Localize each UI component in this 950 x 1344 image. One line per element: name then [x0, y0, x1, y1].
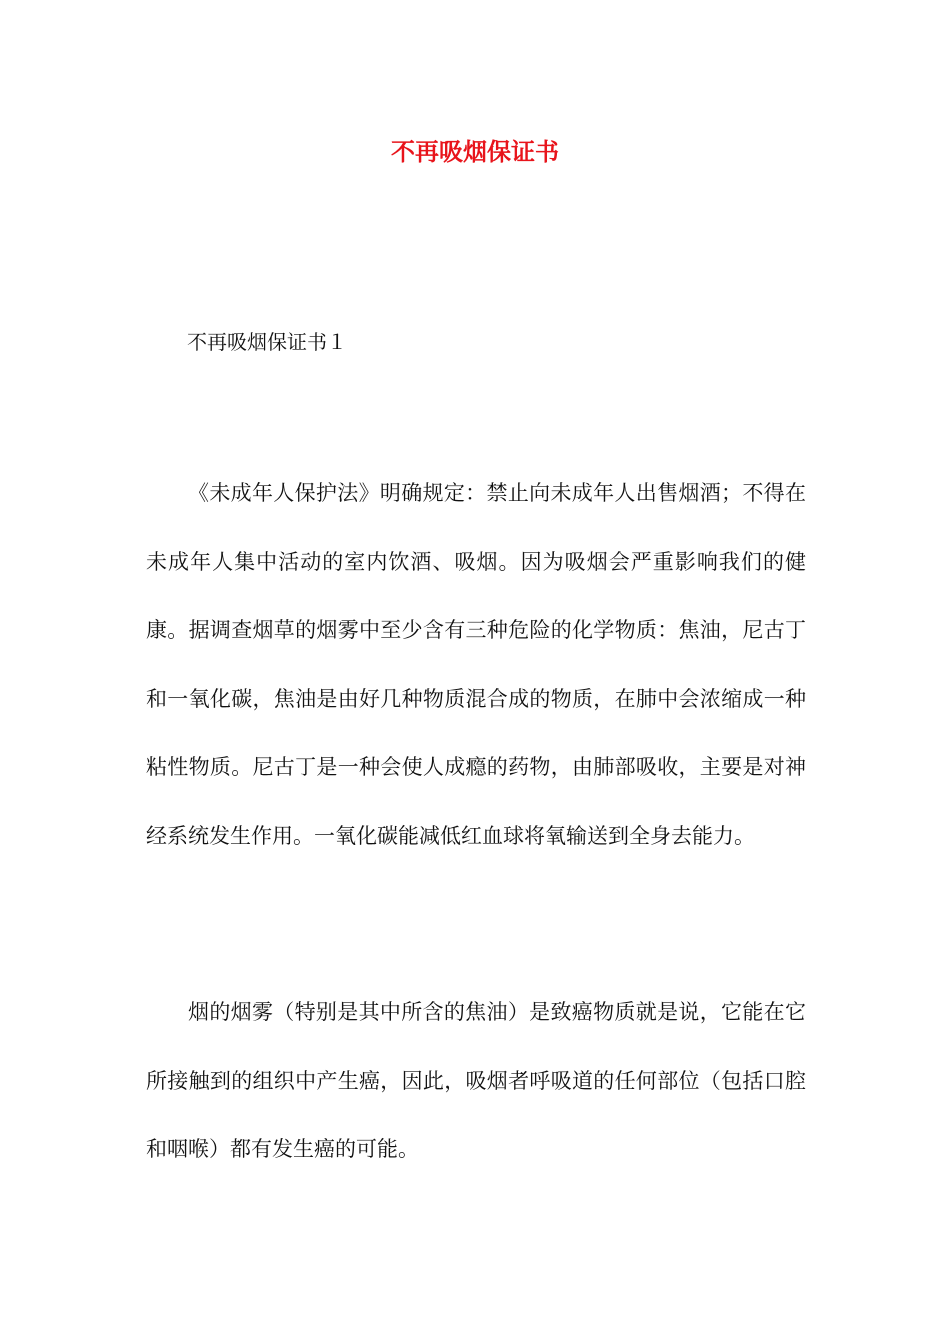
- body-paragraph-2: 烟的烟雾（特别是其中所含的焦油）是致癌物质就是说，它能在它所接触到的组织中产生癌，因此，吸烟者呼吸道的任何部位（包括口腔和咽喉）都有发生癌的可能。: [146, 1000, 806, 1162]
- body-paragraph-1: 《未成年人保护法》明确规定：禁止向未成年人出售烟酒；不得在未成年人集中活动的室内饮酒、吸烟。因为吸烟会严重影响我们的健康。据调查烟草的烟雾中至少含有三种危险的化学物质：焦油，尼古丁和一氧化碳，焦油是由好几种物质混合成的物质，在肺中会浓缩成一种粘性物质。尼古丁是一种会使人成瘾的药物，由肺部吸收，主要是对神经系统发生作用。一氧化碳能减低红血球将氧输送到全身去能力。: [146, 481, 806, 848]
- section-heading: 不再吸烟保证书１: [187, 330, 347, 354]
- document-title: 不再吸烟保证书: [391, 137, 559, 166]
